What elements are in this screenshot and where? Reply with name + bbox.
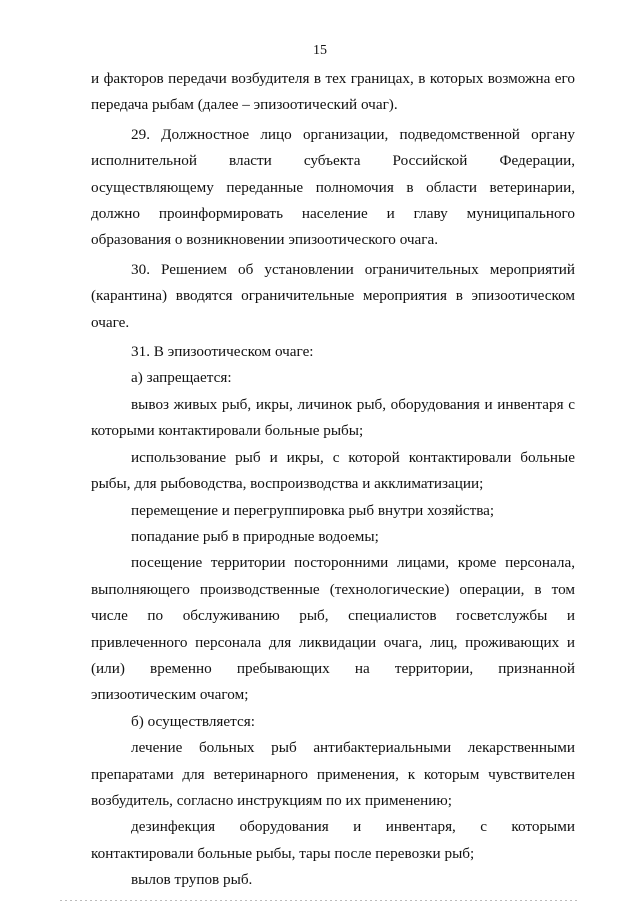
document-body [91,66,575,894]
paragraph-31: 31. В эпизоотическом очаге: [131,343,314,361]
list-item: вылов трупов рыб. [131,871,253,889]
scan-edge-divider [60,900,580,901]
list-item: дезинфекция оборудования и инвентаря, с которыми контактировали больные рыбы, тары после перевозки рыб; [91,818,575,862]
paragraph-29: 29. Должностное лицо организации, подведомственной органу исполнительной власти субъекта Российской Федерации, осуществляющему переданные полномочия в области ветеринарии, должно проинформировать население и главу муниципального образования о возникновении эпизоотического очага. [91,125,575,249]
paragraph-30: 30. Решением об установлении ограничительных мероприятий (карантина) вводятся ограничительные мероприятия в эпизоотическом очаге. [91,260,575,331]
list-item: попадание рыб в природные водоемы; [131,527,379,545]
subitem-a: а) запрещается: [131,369,232,387]
list-item: использование рыб и икры, с которой контактировали больные рыбы, для рыбоводства, воспроизводства и акклиматизации; [91,448,575,493]
list-item: вывоз живых рыб, икры, личинок рыб, оборудования и инвентаря с которыми контактировали больные рыбы; [91,395,575,440]
list-item: посещение территории посторонними лицами, кроме персонала, выполняющего производственные (технологические) операции, в том числе по обслуживанию рыб, специалистов госветслужбы и привлеченного персонала для ликвидации очага, лиц, проживающих и (или) временно пребывающих на территории, признанной эпизоотическим очагом; [91,554,575,704]
subitem-b: б) осуществляется: [131,712,255,730]
paragraph-continuation: и факторов передачи возбудителя в тех границах, в которых возможна его передача рыбам (далее – эпизоотический очаг). [91,70,575,114]
list-item: перемещение и перегруппировка рыб внутри хозяйства; [131,501,495,519]
list-item: лечение больных рыб антибактериальными лекарственными препаратами для ветеринарного применения, к которым чувствителен возбудитель, согласно инструкциям по их применению; [91,739,575,809]
page-number: 15 [313,43,327,58]
